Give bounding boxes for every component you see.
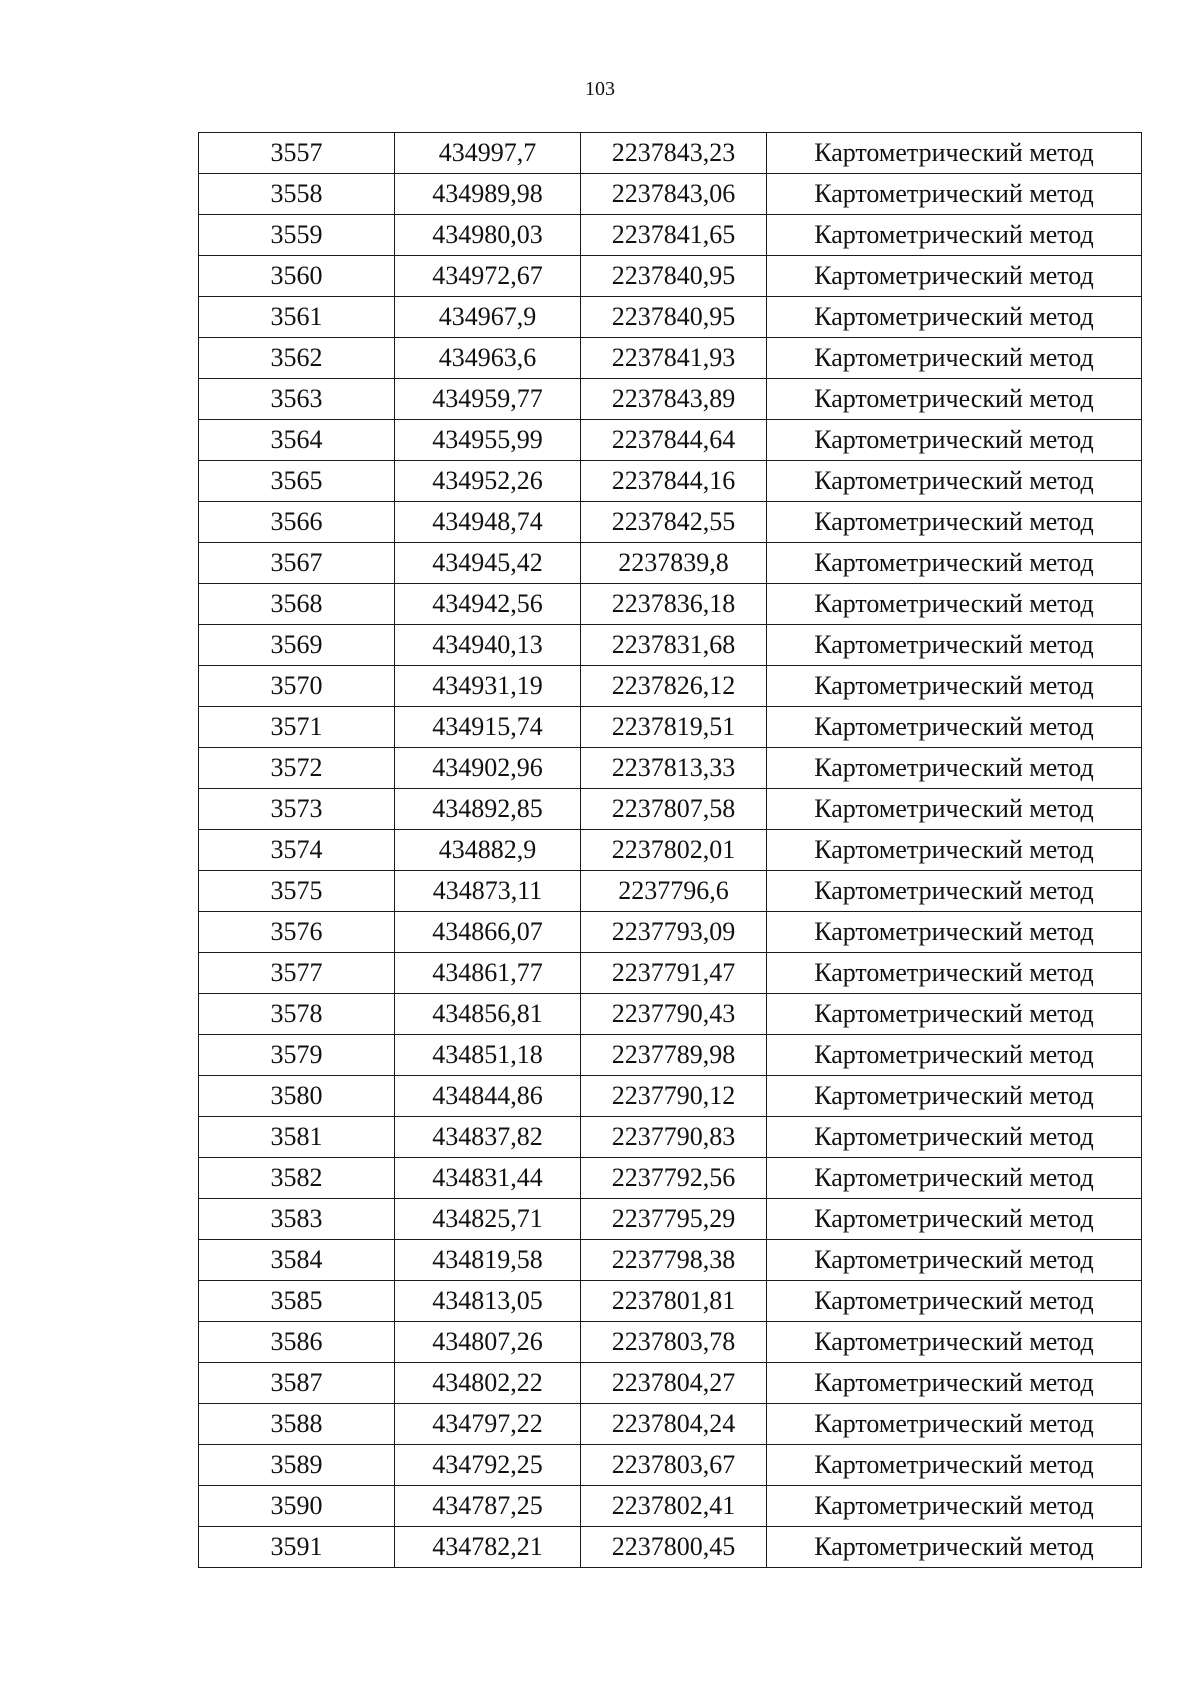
table-row (199, 1486, 1142, 1527)
x-coordinate-cell: 434915,74 (395, 707, 581, 748)
point-number-cell: 3584 (199, 1240, 395, 1281)
y-coordinate-cell: 2237796,6 (581, 871, 767, 912)
table-row (199, 666, 1142, 707)
x-coordinate-cell: 434945,42 (395, 543, 581, 584)
x-coordinate-cell: 434792,25 (395, 1445, 581, 1486)
point-number-cell: 3561 (199, 297, 395, 338)
table-row (199, 707, 1142, 748)
method-cell: Картометрический метод (767, 133, 1142, 174)
point-number-cell: 3572 (199, 748, 395, 789)
method-cell: Картометрический метод (767, 256, 1142, 297)
y-coordinate-cell: 2237802,01 (581, 830, 767, 871)
table-row (199, 133, 1142, 174)
table-row (199, 543, 1142, 584)
point-number-cell: 3580 (199, 1076, 395, 1117)
method-cell: Картометрический метод (767, 953, 1142, 994)
x-coordinate-cell: 434851,18 (395, 1035, 581, 1076)
y-coordinate-cell: 2237843,06 (581, 174, 767, 215)
method-cell: Картометрический метод (767, 994, 1142, 1035)
x-coordinate-cell: 434825,71 (395, 1199, 581, 1240)
point-number-cell: 3562 (199, 338, 395, 379)
point-number-cell: 3587 (199, 1363, 395, 1404)
method-cell: Картометрический метод (767, 1158, 1142, 1199)
x-coordinate-cell: 434942,56 (395, 584, 581, 625)
y-coordinate-cell: 2237813,33 (581, 748, 767, 789)
table-row (199, 1076, 1142, 1117)
method-cell: Картометрический метод (767, 297, 1142, 338)
x-coordinate-cell: 434972,67 (395, 256, 581, 297)
x-coordinate-cell: 434959,77 (395, 379, 581, 420)
method-cell: Картометрический метод (767, 338, 1142, 379)
table-row (199, 871, 1142, 912)
point-number-cell: 3566 (199, 502, 395, 543)
point-number-cell: 3560 (199, 256, 395, 297)
method-cell: Картометрический метод (767, 748, 1142, 789)
point-number-cell: 3577 (199, 953, 395, 994)
point-number-cell: 3579 (199, 1035, 395, 1076)
x-coordinate-cell: 434980,03 (395, 215, 581, 256)
y-coordinate-cell: 2237842,55 (581, 502, 767, 543)
method-cell: Картометрический метод (767, 1527, 1142, 1568)
x-coordinate-cell: 434931,19 (395, 666, 581, 707)
table-row (199, 174, 1142, 215)
y-coordinate-cell: 2237791,47 (581, 953, 767, 994)
method-cell: Картометрический метод (767, 174, 1142, 215)
y-coordinate-cell: 2237798,38 (581, 1240, 767, 1281)
y-coordinate-cell: 2237840,95 (581, 256, 767, 297)
x-coordinate-cell: 434892,85 (395, 789, 581, 830)
point-number-cell: 3564 (199, 420, 395, 461)
y-coordinate-cell: 2237807,58 (581, 789, 767, 830)
point-number-cell: 3568 (199, 584, 395, 625)
point-number-cell: 3582 (199, 1158, 395, 1199)
y-coordinate-cell: 2237819,51 (581, 707, 767, 748)
x-coordinate-cell: 434902,96 (395, 748, 581, 789)
table-row (199, 1035, 1142, 1076)
y-coordinate-cell: 2237839,8 (581, 543, 767, 584)
y-coordinate-cell: 2237841,65 (581, 215, 767, 256)
point-number-cell: 3559 (199, 215, 395, 256)
table-row (199, 1445, 1142, 1486)
method-cell: Картометрический метод (767, 584, 1142, 625)
x-coordinate-cell: 434813,05 (395, 1281, 581, 1322)
method-cell: Картометрический метод (767, 1240, 1142, 1281)
point-number-cell: 3586 (199, 1322, 395, 1363)
point-number-cell: 3578 (199, 994, 395, 1035)
y-coordinate-cell: 2237795,29 (581, 1199, 767, 1240)
point-number-cell: 3590 (199, 1486, 395, 1527)
method-cell: Картометрический метод (767, 420, 1142, 461)
table-row (199, 953, 1142, 994)
method-cell: Картометрический метод (767, 625, 1142, 666)
method-cell: Картометрический метод (767, 666, 1142, 707)
x-coordinate-cell: 434837,82 (395, 1117, 581, 1158)
method-cell: Картометрический метод (767, 1076, 1142, 1117)
y-coordinate-cell: 2237836,18 (581, 584, 767, 625)
table-row (199, 584, 1142, 625)
y-coordinate-cell: 2237843,89 (581, 379, 767, 420)
table-row (199, 994, 1142, 1035)
x-coordinate-cell: 434802,22 (395, 1363, 581, 1404)
point-number-cell: 3576 (199, 912, 395, 953)
y-coordinate-cell: 2237841,93 (581, 338, 767, 379)
table-row (199, 912, 1142, 953)
method-cell: Картометрический метод (767, 1445, 1142, 1486)
table-row (199, 1281, 1142, 1322)
x-coordinate-cell: 434882,9 (395, 830, 581, 871)
method-cell: Картометрический метод (767, 1035, 1142, 1076)
y-coordinate-cell: 2237844,16 (581, 461, 767, 502)
y-coordinate-cell: 2237792,56 (581, 1158, 767, 1199)
x-coordinate-cell: 434873,11 (395, 871, 581, 912)
x-coordinate-cell: 434989,98 (395, 174, 581, 215)
method-cell: Картометрический метод (767, 1363, 1142, 1404)
method-cell: Картометрический метод (767, 912, 1142, 953)
point-number-cell: 3573 (199, 789, 395, 830)
y-coordinate-cell: 2237790,43 (581, 994, 767, 1035)
method-cell: Картометрический метод (767, 502, 1142, 543)
x-coordinate-cell: 434866,07 (395, 912, 581, 953)
table-row (199, 1322, 1142, 1363)
x-coordinate-cell: 434952,26 (395, 461, 581, 502)
point-number-cell: 3557 (199, 133, 395, 174)
method-cell: Картометрический метод (767, 1322, 1142, 1363)
point-number-cell: 3591 (199, 1527, 395, 1568)
x-coordinate-cell: 434844,86 (395, 1076, 581, 1117)
coordinates-table (198, 132, 1142, 1568)
point-number-cell: 3588 (199, 1404, 395, 1445)
y-coordinate-cell: 2237789,98 (581, 1035, 767, 1076)
method-cell: Картометрический метод (767, 543, 1142, 584)
y-coordinate-cell: 2237843,23 (581, 133, 767, 174)
method-cell: Картометрический метод (767, 379, 1142, 420)
table-row (199, 215, 1142, 256)
table-row (199, 461, 1142, 502)
method-cell: Картометрический метод (767, 1199, 1142, 1240)
table-row (199, 625, 1142, 666)
method-cell: Картометрический метод (767, 1486, 1142, 1527)
table-row (199, 420, 1142, 461)
table-row (199, 1404, 1142, 1445)
y-coordinate-cell: 2237826,12 (581, 666, 767, 707)
point-number-cell: 3558 (199, 174, 395, 215)
table-row (199, 1363, 1142, 1404)
x-coordinate-cell: 434831,44 (395, 1158, 581, 1199)
table-row (199, 502, 1142, 543)
x-coordinate-cell: 434856,81 (395, 994, 581, 1035)
x-coordinate-cell: 434997,7 (395, 133, 581, 174)
method-cell: Картометрический метод (767, 215, 1142, 256)
y-coordinate-cell: 2237844,64 (581, 420, 767, 461)
y-coordinate-cell: 2237804,27 (581, 1363, 767, 1404)
point-number-cell: 3563 (199, 379, 395, 420)
y-coordinate-cell: 2237790,83 (581, 1117, 767, 1158)
table-row (199, 1527, 1142, 1568)
y-coordinate-cell: 2237803,67 (581, 1445, 767, 1486)
y-coordinate-cell: 2237801,81 (581, 1281, 767, 1322)
point-number-cell: 3585 (199, 1281, 395, 1322)
method-cell: Картометрический метод (767, 871, 1142, 912)
method-cell: Картометрический метод (767, 789, 1142, 830)
point-number-cell: 3574 (199, 830, 395, 871)
table-row (199, 830, 1142, 871)
x-coordinate-cell: 434787,25 (395, 1486, 581, 1527)
x-coordinate-cell: 434967,9 (395, 297, 581, 338)
x-coordinate-cell: 434797,22 (395, 1404, 581, 1445)
table-row (199, 1240, 1142, 1281)
x-coordinate-cell: 434807,26 (395, 1322, 581, 1363)
point-number-cell: 3581 (199, 1117, 395, 1158)
y-coordinate-cell: 2237802,41 (581, 1486, 767, 1527)
table-row (199, 379, 1142, 420)
method-cell: Картометрический метод (767, 461, 1142, 502)
point-number-cell: 3569 (199, 625, 395, 666)
point-number-cell: 3570 (199, 666, 395, 707)
x-coordinate-cell: 434782,21 (395, 1527, 581, 1568)
point-number-cell: 3589 (199, 1445, 395, 1486)
x-coordinate-cell: 434963,6 (395, 338, 581, 379)
x-coordinate-cell: 434955,99 (395, 420, 581, 461)
y-coordinate-cell: 2237840,95 (581, 297, 767, 338)
table-row (199, 297, 1142, 338)
y-coordinate-cell: 2237804,24 (581, 1404, 767, 1445)
point-number-cell: 3575 (199, 871, 395, 912)
table-row (199, 1158, 1142, 1199)
y-coordinate-cell: 2237800,45 (581, 1527, 767, 1568)
table-row (199, 1117, 1142, 1158)
y-coordinate-cell: 2237793,09 (581, 912, 767, 953)
method-cell: Картометрический метод (767, 1281, 1142, 1322)
coordinates-table-body (199, 133, 1142, 1568)
table-row (199, 1199, 1142, 1240)
y-coordinate-cell: 2237831,68 (581, 625, 767, 666)
y-coordinate-cell: 2237790,12 (581, 1076, 767, 1117)
method-cell: Картометрический метод (767, 707, 1142, 748)
table-row (199, 789, 1142, 830)
table-row (199, 338, 1142, 379)
page-number: 103 (585, 78, 615, 100)
table-row (199, 256, 1142, 297)
x-coordinate-cell: 434861,77 (395, 953, 581, 994)
method-cell: Картометрический метод (767, 830, 1142, 871)
point-number-cell: 3565 (199, 461, 395, 502)
point-number-cell: 3571 (199, 707, 395, 748)
point-number-cell: 3583 (199, 1199, 395, 1240)
x-coordinate-cell: 434940,13 (395, 625, 581, 666)
method-cell: Картометрический метод (767, 1117, 1142, 1158)
y-coordinate-cell: 2237803,78 (581, 1322, 767, 1363)
method-cell: Картометрический метод (767, 1404, 1142, 1445)
x-coordinate-cell: 434948,74 (395, 502, 581, 543)
x-coordinate-cell: 434819,58 (395, 1240, 581, 1281)
point-number-cell: 3567 (199, 543, 395, 584)
table-row (199, 748, 1142, 789)
